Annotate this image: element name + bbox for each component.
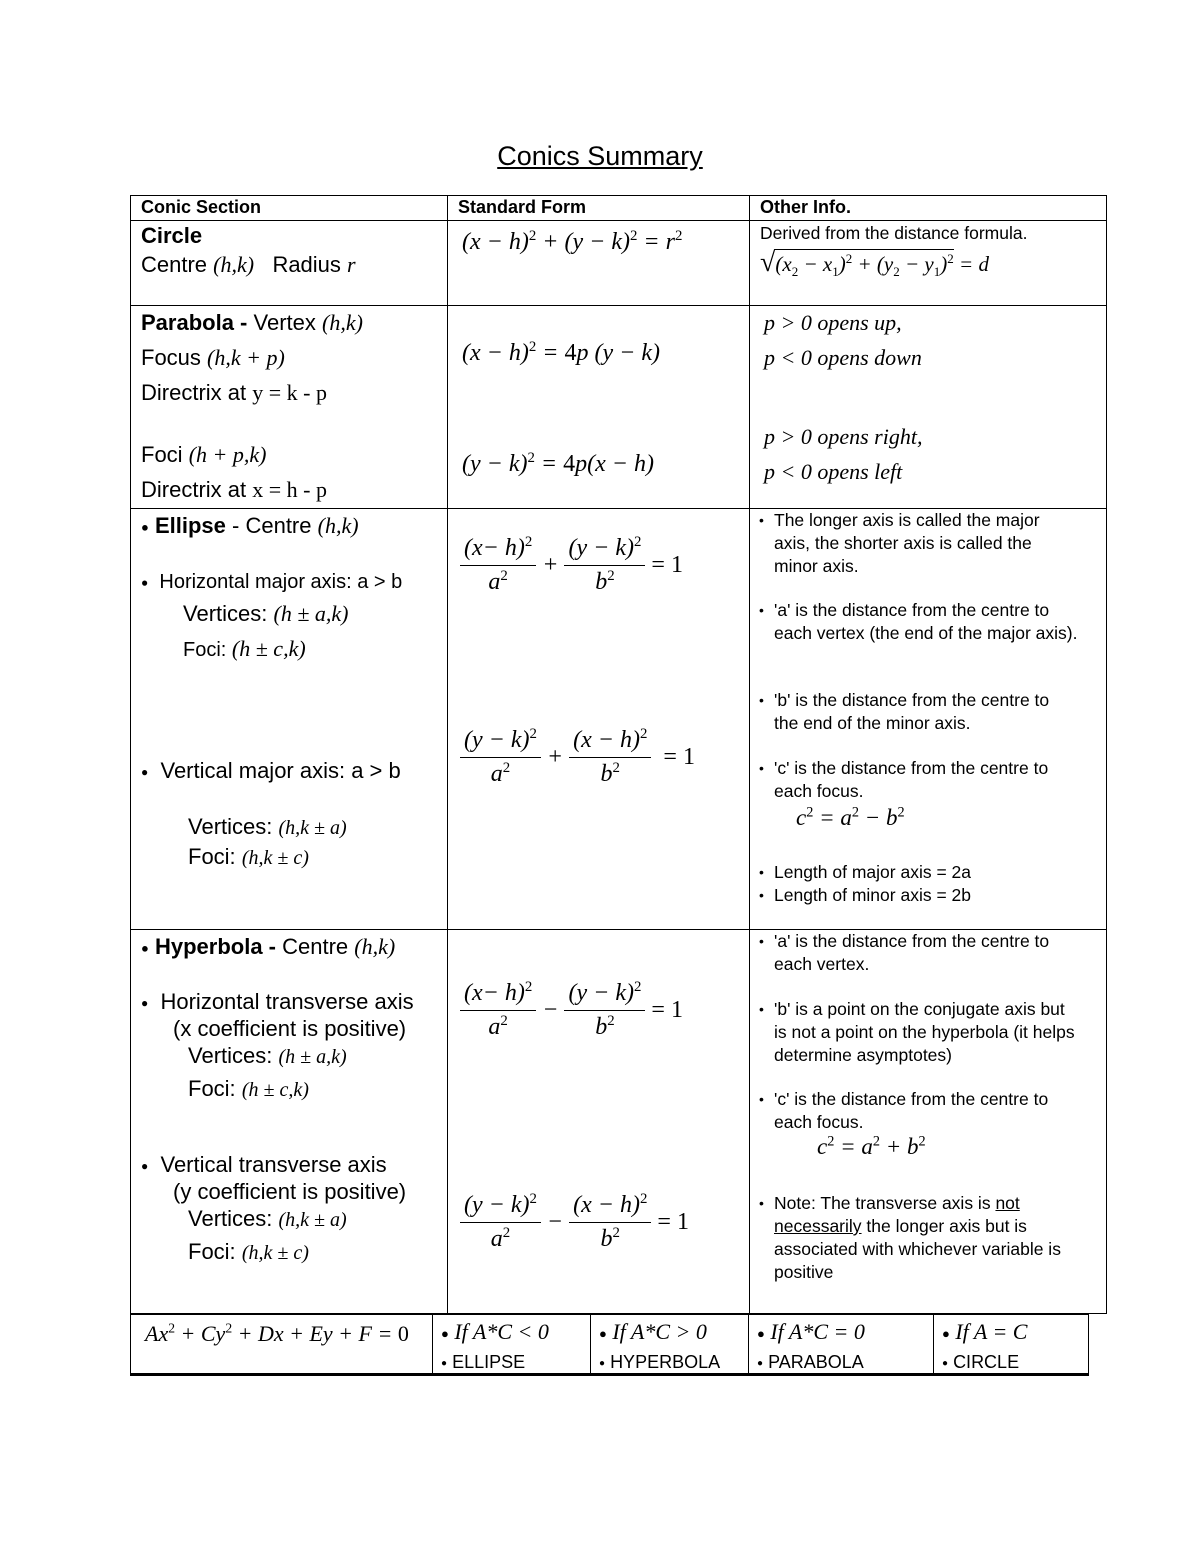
circle-info-cell (750, 221, 1107, 306)
parabola-info-cell (750, 306, 1107, 509)
hyperbola-row (131, 930, 1107, 1314)
hyperbola-h-vertices-label: Vertices: (188, 1043, 273, 1068)
bullet-icon: • (759, 864, 764, 880)
parabola-directrix2-value: x = h - p (252, 477, 327, 502)
hyperbola-info-cell (750, 930, 1107, 1314)
parabola-form-cell (448, 306, 750, 509)
hyperbola-note: • Note: The transverse axis is not necessarily the longer axis but is associated with whichever variable is positive (759, 1193, 1061, 1282)
header-conic-section: Conic Section (131, 196, 448, 221)
ellipse-v-vertices (188, 814, 347, 840)
ellipse-v-vertices-label: Vertices: (188, 814, 273, 839)
general-equation-cell (131, 1315, 433, 1375)
distance-formula: $√(x_2 - x_1)^2 + (y_2 - y_1)^2 = d$ (760, 247, 989, 280)
bullet-icon: ● (757, 1325, 765, 1341)
hyperbola-v-foci-value: (h,k ± c) (241, 1242, 309, 1264)
parabola-horizontal-equation: $(y - k)^2 = 4p(x - h)$ (462, 450, 654, 477)
header-other-info: Other Info. (750, 196, 1107, 221)
bullet-icon: ● (441, 1357, 448, 1369)
hyperbola-info-2: • 'b' is a point on the conjugate axis but is not a point on the hyperbola (it helps determine asymptotes) (759, 999, 1075, 1065)
ellipse-v-foci-label: Foci: (188, 844, 236, 869)
hyperbola-h-vertices (188, 1043, 347, 1069)
parabola-directrix2-label: Directrix at (141, 477, 247, 502)
ellipse-info-2: • 'a' is the distance from the centre to each vertex (the end of the major axis). (759, 600, 1078, 643)
bullet-icon: ● (599, 1357, 606, 1369)
circle-section-cell (131, 221, 448, 306)
condition-hyperbola: ● If A*C > 0 (599, 1319, 707, 1344)
bullet-icon: • (759, 1195, 764, 1211)
parabola-directrix-y (141, 380, 327, 406)
hyperbola-h-foci (188, 1076, 309, 1102)
parabola-foci-label: Foci (141, 442, 183, 467)
ellipse-centre (141, 513, 359, 539)
hyperbola-form-cell (448, 930, 750, 1314)
parabola-foci (141, 442, 266, 468)
header-standard-form: Standard Form (448, 196, 750, 221)
bullet-icon: • (759, 692, 764, 708)
condition-hyperbola-cell (591, 1315, 749, 1375)
ellipse-v-foci (188, 844, 309, 870)
type-parabola: ● PARABOLA (757, 1352, 864, 1372)
bullet-icon: ● (141, 1159, 149, 1174)
hyperbola-h-foci-label: Foci: (188, 1076, 236, 1101)
ellipse-vertical (141, 758, 401, 784)
ellipse-h-foci-label: Foci: (183, 639, 227, 661)
parabola-vertex-label: Vertex (253, 310, 316, 335)
hyperbola-v-vertices (188, 1206, 347, 1232)
ellipse-horizontal (141, 571, 402, 594)
hyperbola-v-foci-label: Foci: (188, 1239, 236, 1264)
bullet-icon: ● (757, 1357, 764, 1369)
condition-ellipse-cell (433, 1315, 591, 1375)
bullet-icon: ● (141, 996, 149, 1011)
parabola-vertical-equation: $(x - h)^2 = 4p$ (y − k) (462, 339, 660, 366)
hyperbola-centre-text: Centre (276, 934, 349, 959)
parabola-directrix-x (141, 477, 327, 503)
note-underlined: not necessarily (774, 1193, 1020, 1236)
ellipse-info-5: • Length of major axis = 2a (759, 862, 971, 882)
ellipse-vertical-label: Vertical major axis: a > b (160, 758, 401, 783)
hyperbola-name: Hyperbola - (154, 934, 277, 959)
parabola-info-up: p > 0 opens up, (764, 310, 902, 335)
circle-info-text: Derived from the distance formula. (760, 223, 1028, 243)
ellipse-v-vertices-value: (h,k ± a) (278, 817, 347, 839)
hyperbola-info-1: • 'a' is the distance from the centre to each vertex. (759, 931, 1050, 974)
bullet-icon: ● (942, 1357, 949, 1369)
hyperbola-h-foci-value: (h ± c,k) (241, 1079, 309, 1101)
hyperbola-horizontal-label: Horizontal transverse axis (160, 989, 414, 1014)
hyperbola-v-vertices-label: Vertices: (188, 1206, 273, 1231)
type-hyperbola: ● HYPERBOLA (599, 1352, 721, 1372)
ellipse-horizontal-label: Horizontal major axis: a > b (159, 571, 403, 593)
ellipse-section-cell (131, 509, 448, 930)
hyperbola-c-relation: $c^2 = a^2 + b^2$ (817, 1133, 926, 1159)
general-form-table (130, 1314, 1089, 1376)
ellipse-h-vertices (183, 601, 349, 627)
hyperbola-v-foci (188, 1239, 309, 1265)
table-header-row (131, 196, 1107, 221)
circle-form-cell (448, 221, 750, 306)
circle-row (131, 221, 1107, 306)
general-equation: $Ax^2 + Cy^2 + Dx + Ey + F = 0$ (145, 1320, 409, 1346)
parabola-name: Parabola - (141, 310, 248, 335)
condition-parabola-cell (749, 1315, 934, 1375)
bullet-icon: • (759, 933, 764, 949)
hyperbola-centre (141, 934, 395, 960)
ellipse-row (131, 509, 1107, 930)
hyperbola-vertical (141, 1152, 387, 1178)
ellipse-h-foci (183, 636, 306, 662)
hyperbola-h-vertices-value: (h ± a,k) (278, 1046, 347, 1068)
ellipse-horizontal-equation: $\frac{(x- h)^2}{a^2}$ + $\frac{(y - k)^2}{b^2}$ = 1 (460, 535, 683, 596)
bullet-icon: ● (599, 1325, 607, 1341)
hyperbola-horizontal-note: (x coefficient is positive) (173, 1016, 407, 1041)
ellipse-v-foci-value: (h,k ± c) (241, 847, 309, 869)
ellipse-form-cell (448, 509, 750, 930)
parabola-vertex-value: (h,k) (322, 310, 363, 335)
parabola-info-left: p < 0 opens left (764, 459, 903, 484)
hyperbola-vertical-label: Vertical transverse axis (160, 1152, 387, 1177)
parabola-foci-value: (h + p,k) (188, 442, 267, 467)
circle-name: Circle (141, 223, 203, 248)
ellipse-h-vertices-value: (h ± a,k) (273, 601, 349, 626)
ellipse-centre-text: - Centre (225, 513, 312, 538)
condition-ellipse: ● If A*C < 0 (441, 1319, 549, 1344)
type-ellipse: ● ELLIPSE (441, 1352, 526, 1372)
type-circle: ● CIRCLE (942, 1352, 1020, 1372)
parabola-section-cell (131, 306, 448, 509)
parabola-focus-value: (h,k + p) (207, 345, 285, 370)
hyperbola-centre-value: (h,k) (354, 934, 396, 959)
bullet-icon: ● (141, 940, 149, 956)
circle-centre-label: Centre (141, 252, 208, 277)
parabola-focus (141, 345, 285, 371)
parabola-info-right: p > 0 opens right, (764, 424, 923, 449)
bullet-icon: ● (141, 519, 149, 535)
page-title: Conics Summary (497, 141, 703, 171)
ellipse-h-foci-value: (h ± c,k) (231, 636, 306, 661)
ellipse-c-relation: $c^2 = a^2 - b^2$ (796, 804, 905, 830)
bullet-icon: • (759, 760, 764, 776)
hyperbola-horizontal-equation: $\frac{(x- h)^2}{a^2}$ − $\frac{(y - k)^2}{b^2}$ = 1 (460, 980, 683, 1041)
bullet-icon: • (759, 512, 764, 528)
hyperbola-vertical-equation: $\frac{(y - k)^2}{a^2}$ − $\frac{(x - h)^2}{b^2}$ = 1 (460, 1192, 689, 1253)
hyperbola-vertical-note: (y coefficient is positive) (173, 1179, 407, 1204)
circle-centre-value: (h,k) (213, 252, 255, 277)
hyperbola-v-vertices-value: (h,k ± a) (278, 1209, 347, 1231)
general-form-row (131, 1315, 1089, 1375)
circle-radius-label: Radius (272, 252, 341, 277)
conics-table (130, 195, 1107, 1314)
parabola-row (131, 306, 1107, 509)
bullet-icon: • (759, 602, 764, 618)
parabola-directrix1-label: Directrix at (141, 380, 247, 405)
ellipse-vertical-equation: $\frac{(y - k)^2}{a^2}$ + $\frac{(x - h)^2}{b^2}$ = 1 (460, 727, 695, 788)
bullet-icon: • (759, 887, 764, 903)
bullet-icon: ● (441, 1325, 449, 1341)
circle-equation: $(x - h)^2 + (y - k)^2 = r^2$ (462, 228, 683, 255)
ellipse-info-cell (750, 509, 1107, 930)
ellipse-info-1: • The longer axis is called the major axis, the shorter axis is called the minor axis. (759, 510, 1040, 576)
condition-circle-cell (934, 1315, 1089, 1375)
bullet-icon: ● (942, 1325, 950, 1341)
bullet-icon: • (759, 1001, 764, 1017)
parabola-vertex (141, 310, 363, 336)
hyperbola-horizontal (141, 989, 414, 1015)
hyperbola-section-cell (131, 930, 448, 1314)
ellipse-info-4: • 'c' is the distance from the centre to each focus. (759, 758, 1049, 801)
hyperbola-info-3: • 'c' is the distance from the centre to each focus. (759, 1089, 1049, 1132)
circle-centre (141, 252, 356, 278)
bullet-icon: ● (141, 765, 149, 780)
bullet-icon: • (759, 1091, 764, 1107)
parabola-directrix1-value: y = k - p (252, 380, 327, 405)
circle-radius-var: r (347, 252, 356, 277)
parabola-focus-label: Focus (141, 345, 201, 370)
condition-circle: ● If A = C (942, 1319, 1028, 1344)
bullet-icon: ● (141, 575, 149, 590)
parabola-info-down: p < 0 opens down (764, 345, 922, 370)
ellipse-centre-value: (h,k) (317, 513, 359, 538)
condition-parabola: ● If A*C = 0 (757, 1319, 865, 1344)
ellipse-info-6: • Length of minor axis = 2b (759, 885, 971, 905)
ellipse-name: Ellipse (154, 513, 226, 538)
ellipse-info-3: • 'b' is the distance from the centre to the end of the minor axis. (759, 690, 1050, 733)
ellipse-h-vertices-label: Vertices: (183, 601, 268, 626)
